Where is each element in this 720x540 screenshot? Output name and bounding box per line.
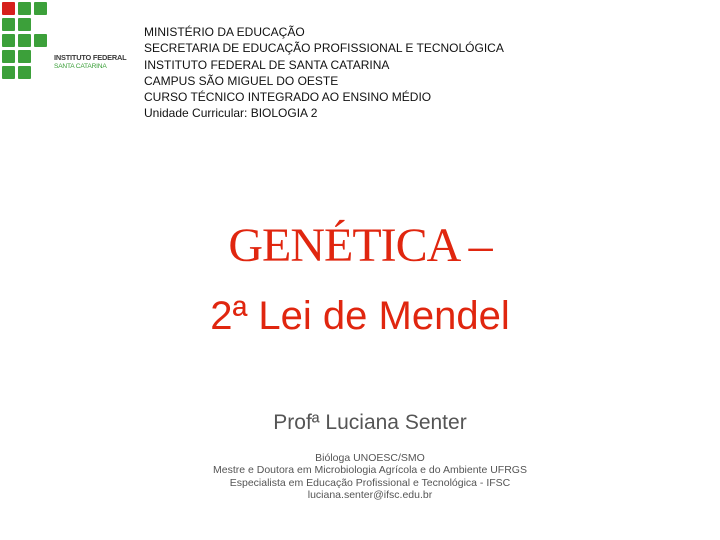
logo-green-square [34, 34, 47, 47]
author-credentials [160, 452, 580, 501]
logo-green-square [2, 50, 15, 63]
slide-subtitle: 2ª Lei de Mendel [210, 294, 510, 338]
logo-green-square [18, 18, 31, 31]
logo-text-institute: INSTITUTO FEDERAL [54, 53, 127, 62]
credential-specialization: Especialista em Educação Profissional e Tecnológica - IFSC [229, 476, 511, 489]
credential-degree: Bióloga UNOESC/SMO [315, 452, 425, 464]
author-email: luciana.senter@ifsc.edu.br [307, 488, 433, 501]
logo-green-square [2, 66, 15, 79]
credential-postgrad: Mestre e Doutora em Microbiologia Agrícola e do Ambiente UFRGS [213, 464, 527, 477]
header-line-curricular-unit: Unidade Curricular: BIOLOGIA 2 [144, 106, 318, 121]
logo-green-square [2, 34, 15, 47]
ifsc-logo-mark [0, 0, 50, 78]
logo-green-square [18, 2, 31, 15]
slide-title: GENÉTICA – [228, 219, 492, 272]
logo-red-circle-square [2, 2, 15, 15]
logo-green-square [34, 2, 47, 15]
header-line-institute: INSTITUTO FEDERAL DE SANTA CATARINA [144, 57, 390, 72]
author-name: Profª Luciana Senter [273, 411, 467, 434]
logo-green-square [18, 50, 31, 63]
header-line-campus: CAMPUS SÃO MIGUEL DO OESTE [144, 73, 339, 88]
logo-green-square [18, 34, 31, 47]
logo-text-state: SANTA CATARINA [54, 63, 107, 70]
header-line-secretariat: SECRETARIA DE EDUCAÇÃO PROFISSIONAL E TECNOLÓGICA [144, 41, 504, 56]
header-line-course: CURSO TÉCNICO INTEGRADO AO ENSINO MÉDIO [144, 90, 432, 105]
institution-header [144, 24, 504, 122]
header-line-ministry: MINISTÉRIO DA EDUCAÇÃO [144, 25, 305, 39]
ifsc-logo [0, 0, 135, 78]
logo-green-square [18, 66, 31, 79]
logo-green-square [2, 18, 15, 31]
